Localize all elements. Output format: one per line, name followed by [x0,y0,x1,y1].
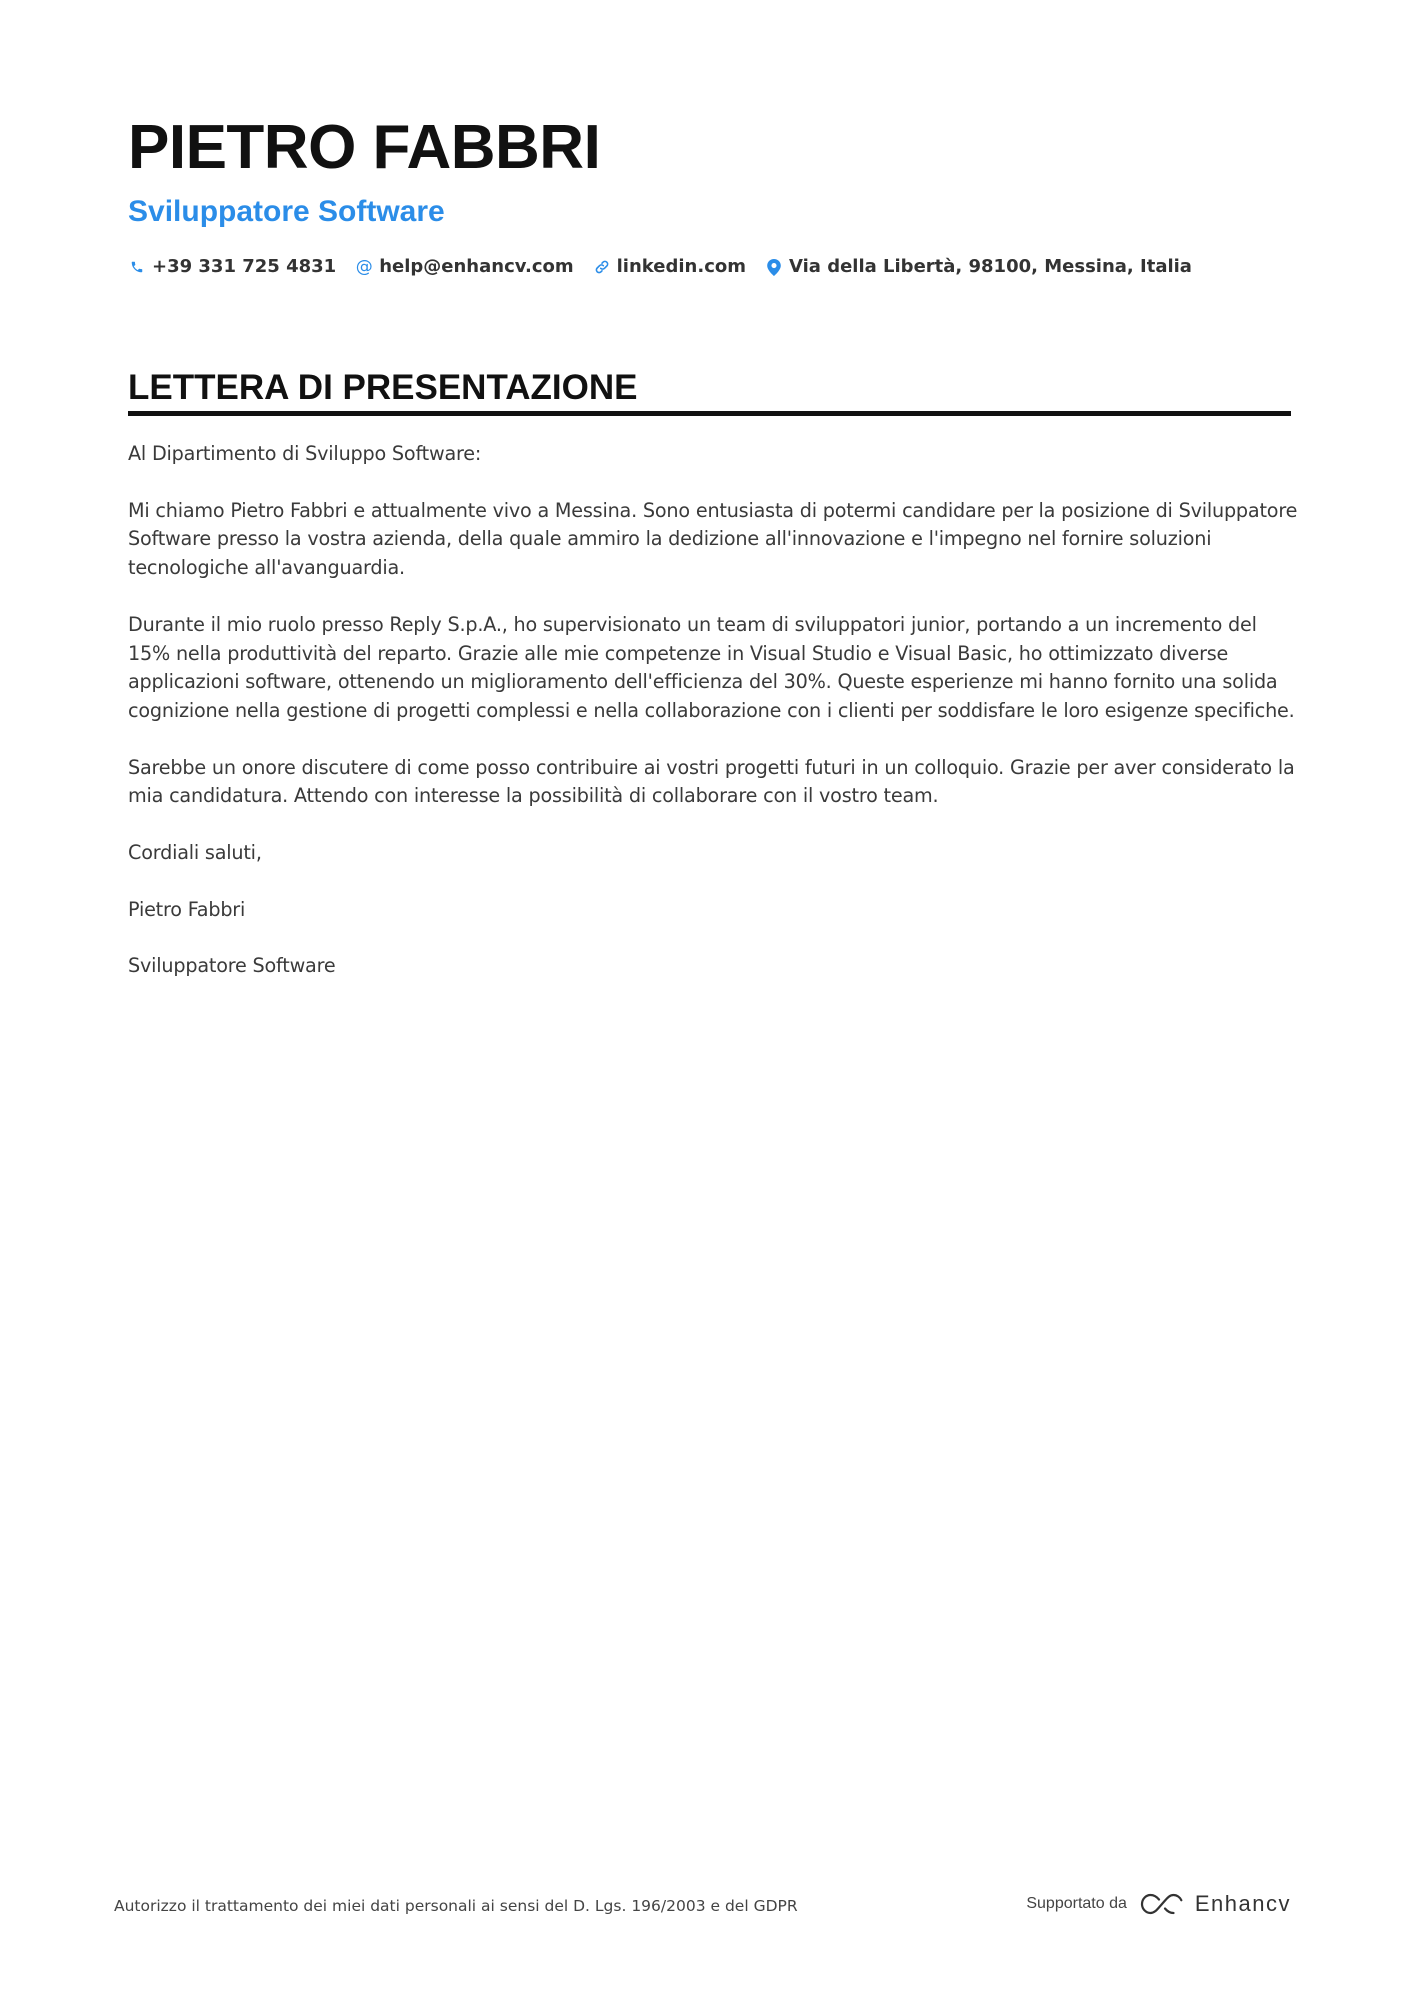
letter-paragraph: Sarebbe un onore discutere di come posso contribuire ai vostri progetti futuri in un colloquio. Grazie per aver considerato la mia candidatura. Attendo con interesse la possibilità di collaborare con il vostro team. [128,755,1295,808]
powered-by[interactable] [1026,1888,1291,1920]
at-icon: @ [355,257,373,277]
letter-paragraph: Mi chiamo Pietro Fabbri e attualmente vivo a Messina. Sono entusiasta di potermi candidare per la posizione di Sviluppatore Software presso la vostra azienda, della quale ammiro la dedizione all'innovazione e l'impegno nel fornire soluzioni tecnologiche all'avanguardia. [128,498,1298,580]
link-icon [593,257,611,277]
phone-icon [128,257,146,277]
section-divider [128,411,1291,416]
letter-closing: Cordiali saluti, [128,841,262,865]
phone-number: +39 331 725 4831 [152,256,337,277]
linkedin-url: linkedin.com [616,256,746,277]
privacy-consent-note: Autorizzo il trattamento dei miei dati personali ai sensi del D. Lgs. 196/2003 e del GDPR [114,1897,798,1915]
contact-phone [128,255,336,279]
location-pin-icon [765,257,783,277]
letter-paragraph: Durante il mio ruolo presso Reply S.p.A., ho supervisionato un team di sviluppatori junior, portando a un incremento del 15% nella produttività del reparto. Grazie alle mie competenze in Visual Studio e Visual Basic, ho ottimizzato diverse applicazioni software, ottenendo un miglioramento dell'efficienza del 30%. Queste esperienze mi hanno fornito una solida cognizione nella gestione di progetti complessi e nella collaborazione con i clienti per soddisfare le loro esigenze specifiche. [128,612,1295,722]
powered-by-label: Supportato da [1026,1895,1127,1912]
contact-email [355,255,573,279]
letter-body [128,440,1298,1009]
signature-title: Sviluppatore Software [128,954,336,978]
contact-bar [128,252,1211,282]
contact-linkedin [593,255,746,279]
candidate-name: PIETRO FABBRI [128,113,601,182]
signature-name: Pietro Fabbri [128,897,246,921]
section-title: LETTERA DI PRESENTAZIONE [128,368,638,407]
brand-name: Enhancv [1194,1891,1291,1916]
location-address: Via della Libertà, 98100, Messina, Italia [789,256,1192,277]
letter-salutation: Al Dipartimento di Sviluppo Software: [128,442,482,465]
email-address: help@enhancv.com [379,256,574,277]
contact-location [765,255,1192,279]
enhancv-logo-icon [1139,1891,1185,1917]
job-title: Sviluppatore Software [128,195,445,228]
